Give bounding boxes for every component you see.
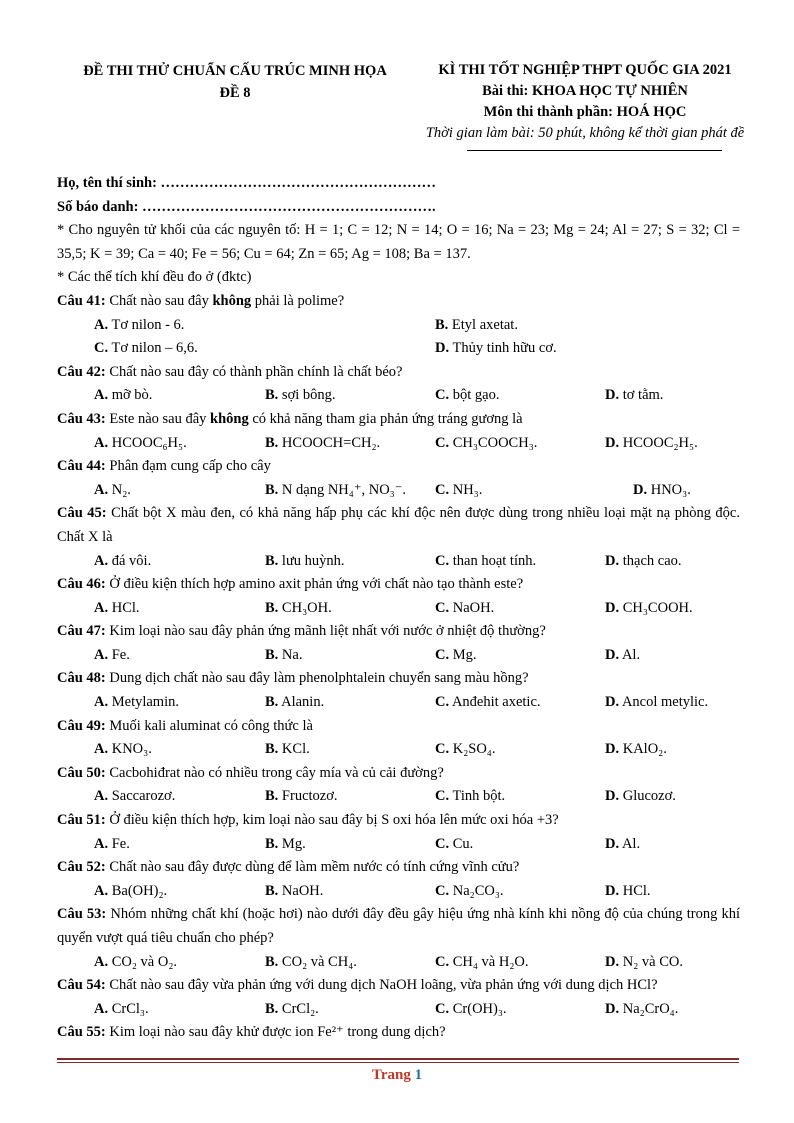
option-d: D. HNO₃. [633, 481, 691, 498]
option-d: D. Na₂CrO₄. [605, 1000, 679, 1017]
question-48: Câu 48: Dung dịch chất nào sau đây làm phenolphtalein chuyển sang màu hồng? [57, 670, 529, 687]
question-45: Câu 45: Chất bột X màu đen, có khả năng hấp phụ các khí độc nên được dùng trong nhiều loại mặt nạ phòng độc. Chất X là [57, 505, 740, 545]
options-52 [57, 880, 740, 904]
exam-subject: Môn thi thành phần: HOÁ HỌC [483, 104, 687, 120]
exam-subject-group: Bài thi: KHOA HỌC TỰ NHIÊN [482, 83, 688, 99]
option-a: A. N₂. [94, 481, 131, 498]
question-52: Câu 52: Chất nào sau đây được dùng để làm mềm nước có tính cứng vĩnh cửu? [57, 859, 520, 876]
candidate-id-field: Số báo danh: ……………………………………………………. [57, 198, 436, 215]
exam-header-right [405, 60, 765, 144]
options-45 [57, 550, 740, 574]
option-d: D. Ancol metylic. [605, 694, 709, 711]
option-b: B. CrCl₂. [265, 1000, 319, 1017]
options-47 [57, 644, 740, 668]
page-number: 1 [414, 1067, 423, 1083]
option-d: D. CH₃COOH. [605, 599, 693, 616]
question-43: Câu 43: Este nào sau đây không có khả năng tham gia phản ứng tráng gương là [57, 410, 523, 427]
option-b: B. HCOOCH=CH₂. [265, 434, 381, 451]
option-a: A. đá vôi. [94, 552, 152, 569]
footer-rule-thin [57, 1062, 739, 1063]
option-c: C. bột gạo. [435, 387, 500, 404]
option-b: B. Etyl axetat. [435, 316, 518, 333]
option-c: C. K₂SO₄. [435, 741, 496, 758]
option-a: A. Fe. [94, 646, 130, 663]
exam-body [57, 172, 740, 1045]
question-42: Câu 42: Chất nào sau đây có thành phần chính là chất béo? [57, 363, 403, 380]
exam-name: KÌ THI TỐT NGHIỆP THPT QUỐC GIA 2021 [438, 62, 732, 78]
page-footer [0, 1067, 794, 1084]
options-46 [57, 597, 740, 621]
option-a: A. CrCl₃. [94, 1000, 149, 1017]
option-c: C. CH₃COOCH₃. [435, 434, 538, 451]
options-51 [57, 833, 740, 857]
option-a: A. Metylamin. [94, 694, 179, 711]
options-48 [57, 691, 740, 715]
option-d: D. KAlO₂. [605, 741, 667, 758]
option-d: D. Thủy tinh hữu cơ. [435, 340, 557, 357]
option-a: A. CO₂ và O₂. [94, 953, 178, 970]
option-c: C. Tơ nilon – 6,6. [94, 340, 198, 357]
option-c: C. Anđehit axetic. [435, 694, 541, 711]
option-b: B. lưu huỳnh. [265, 552, 345, 569]
question-41: Câu 41: Chất nào sau đây không phải là polime? [57, 292, 345, 309]
question-54: Câu 54: Chất nào sau đây vừa phản ứng với dung dịch NaOH loãng, vừa phản ứng với dung dịch HCl? [57, 977, 658, 994]
question-50: Câu 50: Cacbohiđrat nào có nhiều trong cây mía và củ cải đường? [57, 764, 444, 781]
question-number: Câu 41: [57, 292, 106, 309]
option-a: A. HCOOC₆H₅. [94, 434, 187, 451]
option-b: B. KCl. [265, 741, 310, 758]
option-a: A. Ba(OH)₂. [94, 882, 168, 899]
option-a: A. Fe. [94, 835, 130, 852]
gas-volume-note: * Các thể tích khí đều đo ở (đktc) [57, 269, 252, 286]
option-b: B. sợi bông. [265, 387, 336, 404]
option-a: A. HCl. [94, 599, 140, 616]
exam-series-title: ĐỀ THI THỬ CHUẨN CẤU TRÚC MINH HỌA [83, 63, 387, 79]
exam-header-left [40, 60, 430, 104]
options-43 [57, 432, 740, 456]
option-b: B. Na. [265, 646, 303, 663]
candidate-name-field: Họ, tên thí sinh: ………………………………………………… [57, 175, 437, 191]
options-53 [57, 951, 740, 975]
option-d: D. tơ tằm. [605, 387, 664, 404]
option-c: C. Na₂CO₃. [435, 882, 504, 899]
option-d: D. Al. [605, 646, 641, 663]
option-c: C. NH₃. [435, 481, 483, 498]
options-44 [57, 479, 740, 503]
atomic-mass-note: * Cho nguyên tử khối của các nguyên tố: H = 1; C = 12; N = 14; O = 16; Na = 23; Mg = 24; Al = 27; S = 32; Cl = 35,5; K = 39; Ca = 40; Fe = 56; Cu = 64; Zn = 65; Ag = 108; Ba = 137. [57, 222, 740, 262]
question-49: Câu 49: Muối kali aluminat có công thức là [57, 717, 313, 734]
header-divider [467, 150, 722, 151]
question-51: Câu 51: Ở điều kiện thích hợp, kim loại nào sau đây bị S oxi hóa lên mức oxi hóa +3? [57, 812, 559, 829]
question-55: Câu 55: Kim loại nào sau đây khử được ion Fe²⁺ trong dung dịch? [57, 1024, 446, 1041]
option-c: C. Mg. [435, 646, 477, 663]
footer-rule [57, 1058, 739, 1060]
option-c: C. than hoạt tính. [435, 552, 537, 569]
exam-number: ĐỀ 8 [219, 85, 251, 101]
option-d: D. Glucozơ. [605, 788, 676, 805]
options-41 [57, 314, 740, 338]
option-c: C. NaOH. [435, 599, 495, 616]
option-a: A. mỡ bò. [94, 387, 153, 404]
option-d: D. HCOOC₂H₅. [605, 434, 698, 451]
question-44: Câu 44: Phân đạm cung cấp cho cây [57, 458, 271, 475]
option-d: D. thạch cao. [605, 552, 682, 569]
option-b: B. CH₃OH. [265, 599, 332, 616]
exam-duration: Thời gian làm bài: 50 phút, không kể thời gian phát đề [425, 125, 745, 141]
option-b: B. N dạng NH₄⁺, NO₃⁻. [265, 481, 407, 498]
question-47: Câu 47: Kim loại nào sau đây phản ứng mãnh liệt nhất với nước ở nhiệt độ thường? [57, 623, 546, 640]
option-c: C. Tinh bột. [435, 788, 506, 805]
option-d: D. Al. [605, 835, 641, 852]
option-a: A. Saccarozơ. [94, 788, 176, 805]
option-d: D. N₂ và CO. [605, 953, 683, 970]
option-c: C. Cu. [435, 835, 474, 852]
option-b: B. Alanin. [265, 694, 325, 711]
options-50 [57, 785, 740, 809]
question-46: Câu 46: Ở điều kiện thích hợp amino axit phản ứng với chất nào tạo thành este? [57, 576, 524, 593]
option-a: A. KNO₃. [94, 741, 152, 758]
options-41b [57, 337, 740, 361]
page-label: Trang [371, 1067, 411, 1083]
question-53: Câu 53: Nhóm những chất khí (hoặc hơi) nào dưới đây đều gây hiệu ứng nhà kính khi nồng độ của chúng trong khí quyển vượt quá tiêu chuẩn cho phép? [57, 906, 740, 946]
emphasis-word: không [210, 410, 249, 427]
option-b: B. Mg. [265, 835, 306, 852]
options-49 [57, 738, 740, 762]
option-b: B. NaOH. [265, 882, 324, 899]
option-b: B. Fructozơ. [265, 788, 338, 805]
option-c: C. CH₄ và H₂O. [435, 953, 529, 970]
option-a: A. Tơ nilon - 6. [94, 316, 185, 333]
options-42 [57, 384, 740, 408]
options-54 [57, 998, 740, 1022]
option-c: C. Cr(OH)₃. [435, 1000, 507, 1017]
option-d: D. HCl. [605, 882, 651, 899]
option-b: B. CO₂ và CH₄. [265, 953, 357, 970]
emphasis-word: không [212, 292, 252, 309]
